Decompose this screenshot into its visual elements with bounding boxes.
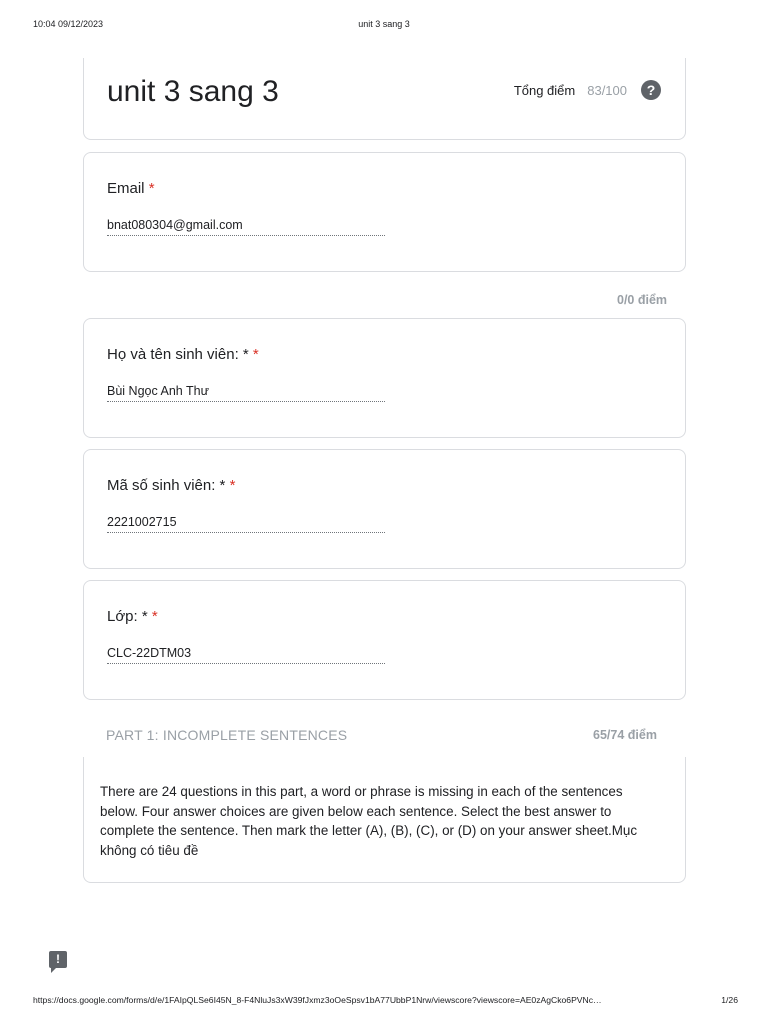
required-mark: * [148, 180, 155, 197]
question-label-text: Mã số sinh viên: * [107, 477, 226, 494]
question-card-email [83, 152, 686, 272]
question-card-class [83, 580, 686, 700]
answer-student-id: 2221002715 [107, 515, 385, 533]
question-label [107, 608, 158, 625]
question-label-text: Họ và tên sinh viên: * [107, 346, 249, 363]
section-title: PART 1: INCOMPLETE SENTENCES [106, 727, 348, 743]
help-icon[interactable]: ? [641, 80, 661, 100]
question-card-student-id [83, 449, 686, 569]
points-intro: 0/0 điểm [617, 293, 668, 307]
question-label [107, 180, 155, 197]
page-url: https://docs.google.com/forms/d/e/1FAIpQLSe6I45N_8-F4NluJs3xW39fJxmz3oOeSpsv1bA77UbbP1Nrw/viewscore?viewscore=AE0zAgCko6PVNc… [33, 995, 602, 1005]
question-card-full-name [83, 318, 686, 438]
page-number: 1/26 [721, 995, 738, 1005]
question-label-text: Email [107, 180, 145, 197]
section-description: There are 24 questions in this part, a word or phrase is missing in each of the sentences below. Four answer choices are given below each sentence. Select the best answer to complete the sentence. Then mark the letter (A), (B), (C), or (D) on your answer sheet.Mục không có tiêu đề [100, 784, 638, 858]
print-datetime: 10:04 09/12/2023 [33, 19, 104, 29]
question-label [107, 346, 259, 363]
form-title: unit 3 sang 3 [107, 75, 279, 108]
answer-class: CLC-22DTM03 [107, 646, 385, 664]
total-score-label: Tổng điểm [513, 82, 576, 98]
required-mark: * [151, 608, 158, 625]
total-score-value: 83/100 [587, 82, 627, 98]
answer-full-name: Bùi Ngọc Anh Thư [107, 384, 385, 402]
required-mark: * [252, 346, 259, 363]
question-label-text: Lớp: * [107, 608, 148, 625]
question-label [107, 477, 235, 494]
section-points: 65/74 điểm [593, 728, 657, 742]
answer-email: bnat080304@gmail.com [107, 218, 385, 236]
required-mark: * [229, 477, 236, 494]
form-title-card [83, 58, 686, 140]
report-feedback-icon[interactable]: ! [49, 951, 67, 968]
section-description-card [83, 757, 686, 883]
total-score [514, 80, 661, 100]
print-title: unit 3 sang 3 [358, 19, 410, 29]
